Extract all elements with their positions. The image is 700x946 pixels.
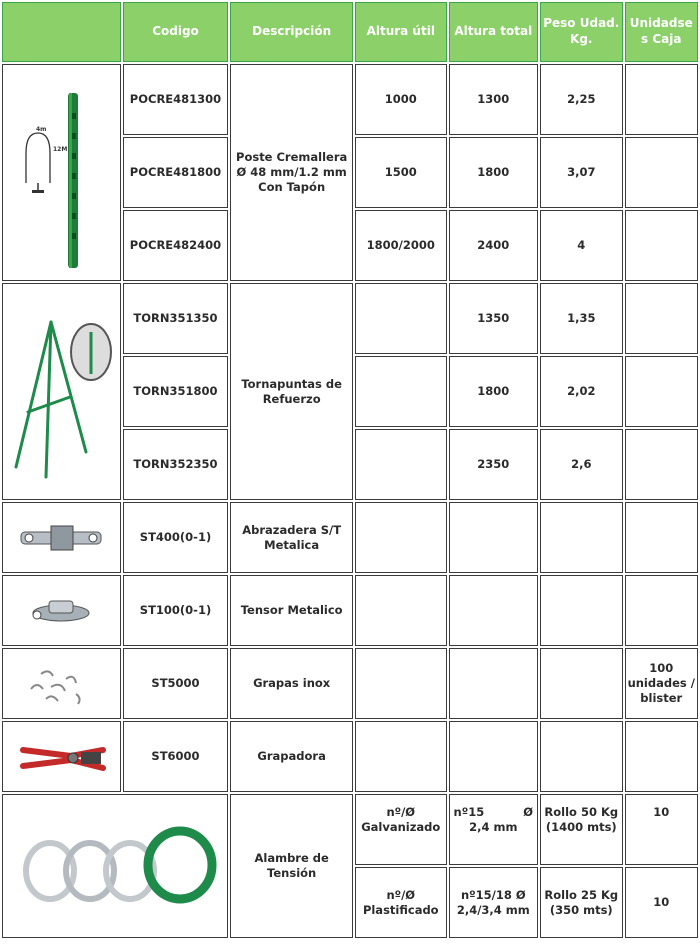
unidades-cell xyxy=(625,137,698,208)
codigo-cell: TORN351350 xyxy=(123,283,229,354)
peso-cell xyxy=(540,721,622,792)
altura-util-cell xyxy=(355,575,447,646)
altura-total-cell xyxy=(449,502,539,573)
peso-cell: 4 xyxy=(540,210,622,281)
unidades-cell xyxy=(625,721,698,792)
peso-cell: Rollo 50 Kg (1400 mts) xyxy=(540,794,622,865)
table-row xyxy=(2,648,698,719)
codigo-cell: TORN352350 xyxy=(123,429,229,500)
descripcion-cell: Grapas inox xyxy=(230,648,353,719)
peso-cell: Rollo 25 Kg (350 mts) xyxy=(540,867,622,938)
header-altura-total: Altura total xyxy=(449,2,539,62)
codigo-cell: POCRE481800 xyxy=(123,137,229,208)
peso-cell xyxy=(540,502,622,573)
altura-total-part-b: 2,4 mm xyxy=(469,819,518,834)
descripcion-cell: Abrazadera S/T Metalica xyxy=(230,502,353,573)
altura-total-cell xyxy=(449,721,539,792)
table-row xyxy=(2,502,698,573)
peso-cell: 3,07 xyxy=(540,137,622,208)
wire-coils-image xyxy=(2,794,228,938)
unidades-cell xyxy=(625,502,698,573)
unidades-cell xyxy=(625,429,698,500)
altura-util-cell: 1000 xyxy=(355,64,447,135)
altura-total-cell: 1300 xyxy=(449,64,539,135)
unidades-cell xyxy=(625,210,698,281)
unidades-cell: 100 unidades / blister xyxy=(625,648,698,719)
altura-total-part-b-prefix: Ø xyxy=(523,805,534,819)
altura-util-cell xyxy=(355,502,447,573)
altura-total-cell xyxy=(449,794,539,865)
peso-cell xyxy=(540,575,622,646)
altura-total-cell: 1350 xyxy=(449,283,539,354)
staples-image xyxy=(2,648,121,719)
peso-cell: 2,6 xyxy=(540,429,622,500)
header-row xyxy=(2,2,698,62)
svg-text:4m: 4m xyxy=(36,125,47,133)
descripcion-cell: Tornapuntas de Refuerzo xyxy=(230,283,353,500)
unidades-cell: 10 xyxy=(625,794,698,865)
descripcion-cell: Grapadora xyxy=(230,721,353,792)
codigo-cell: TORN351800 xyxy=(123,356,229,427)
unidades-cell xyxy=(625,575,698,646)
codigo-cell: POCRE482400 xyxy=(123,210,229,281)
descripcion-cell: Alambre de Tensión xyxy=(230,794,353,938)
header-codigo: Codigo xyxy=(123,2,229,62)
altura-util-cell: nº/Ø Plastificado xyxy=(355,867,447,938)
table-row xyxy=(2,794,698,865)
header-peso: Peso Udad. Kg. xyxy=(540,2,622,62)
peso-cell: 2,25 xyxy=(540,64,622,135)
codigo-cell: ST5000 xyxy=(123,648,229,719)
altura-util-cell xyxy=(355,429,447,500)
header-image-col xyxy=(2,2,121,62)
codigo-cell: POCRE481300 xyxy=(123,64,229,135)
peso-cell: 1,35 xyxy=(540,283,622,354)
peso-cell xyxy=(540,648,622,719)
descripcion-cell: Tensor Metalico xyxy=(230,575,353,646)
header-unidades: Unidadse s Caja xyxy=(625,2,698,62)
header-altura-util: Altura útil xyxy=(355,2,447,62)
unidades-cell: 10 xyxy=(625,867,698,938)
altura-total-cell: 2400 xyxy=(449,210,539,281)
altura-total-cell xyxy=(449,648,539,719)
fence-post-image xyxy=(2,64,121,281)
clamp-image xyxy=(2,502,121,573)
codigo-cell: ST400(0-1) xyxy=(123,502,229,573)
altura-util-cell: nº/Ø Galvanizado xyxy=(355,794,447,865)
altura-total-cell: 1800 xyxy=(449,137,539,208)
altura-util-cell xyxy=(355,356,447,427)
codigo-cell: ST6000 xyxy=(123,721,229,792)
header-descripcion: Descripción xyxy=(230,2,353,62)
altura-total-part-a: nº15 xyxy=(453,805,485,819)
peso-cell: 2,02 xyxy=(540,356,622,427)
unidades-cell xyxy=(625,64,698,135)
altura-total-cell xyxy=(449,575,539,646)
table-row xyxy=(2,64,698,135)
table-row xyxy=(2,283,698,354)
altura-total-cell: 1800 xyxy=(449,356,539,427)
altura-util-cell xyxy=(355,283,447,354)
altura-util-cell xyxy=(355,721,447,792)
altura-util-cell: 1800/2000 xyxy=(355,210,447,281)
altura-total-cell: nº15/18 Ø 2,4/3,4 mm xyxy=(449,867,539,938)
altura-total-cell: 2350 xyxy=(449,429,539,500)
stapler-pliers-image xyxy=(2,721,121,792)
codigo-cell: ST100(0-1) xyxy=(123,575,229,646)
descripcion-cell: Poste Cremallera Ø 48 mm/1.2 mm Con Tapón xyxy=(230,64,353,281)
altura-util-cell: 1500 xyxy=(355,137,447,208)
altura-util-cell xyxy=(355,648,447,719)
brace-tripod-image xyxy=(2,283,121,500)
table-row xyxy=(2,575,698,646)
unidades-cell xyxy=(625,356,698,427)
svg-text:12M: 12M xyxy=(53,145,68,153)
tensor-image xyxy=(2,575,121,646)
unidades-cell xyxy=(625,283,698,354)
table-row xyxy=(2,721,698,792)
